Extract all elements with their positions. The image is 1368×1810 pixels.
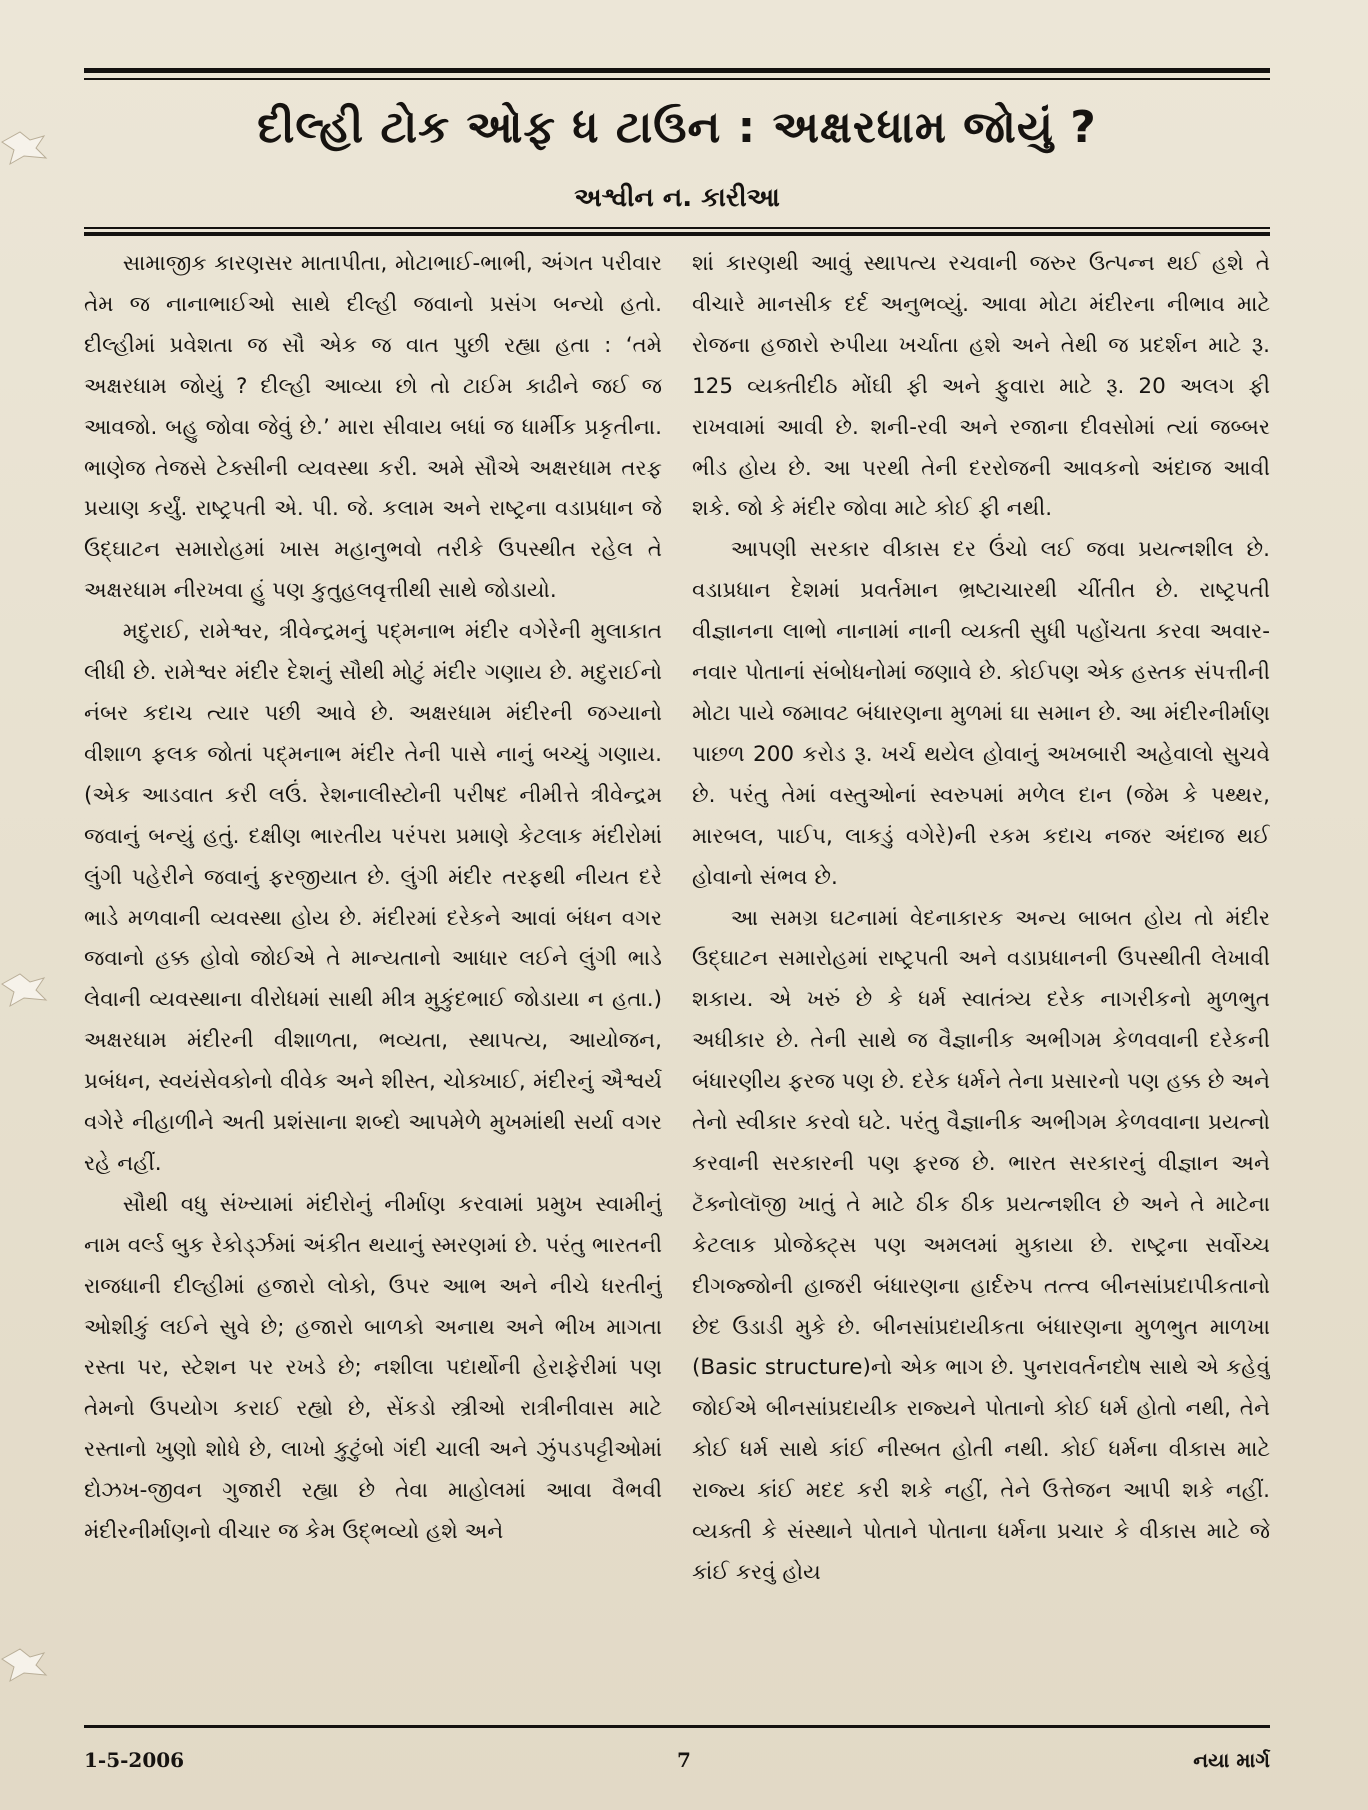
issue-date: 1-5-2006 xyxy=(84,1748,185,1772)
paragraph: સૌથી વધુ સંખ્યામાં મંદીરોનું નીર્માણ કરવામાં પ્રમુખ સ્વામીનું નામ વર્લ્ડ બુક રેકોર્ડ્ઝમાં અંકીત થયાનું સ્મરણમાં છે. પરંતુ ભારતની રાજધાની દીલ્હીમાં હજારો લોકો, ઉપર આભ અને નીચે ધરતીનું ઓશીકું લઈને સુવે છે; હજારો બાળકો અનાથ અને ભીખ માગતા રસ્તા પર, સ્ટેશન પર રખડે છે; નશીલા પદાર્થોની હેરાફેરીમાં પણ તેમનો ઉપયોગ કરાઈ રહ્યો છે, સેંકડો સ્ત્રીઓ રાત્રીનીવાસ માટે રસ્તાનો ખુણો શોધે છે, લાખો કુટુંબો ગંદી ચાલી અને ઝુંપડપટ્ટીઓમાં દોઝખ-જીવન ગુજારી રહ્યા છે તેવા માહોલમાં આવા વૈભવી મંદીરનીર્માણનો વીચાર જ કેમ ઉદ્‌ભવ્યો હશે અને xyxy=(84,1191,662,1545)
byline-rule-thick xyxy=(84,232,1270,236)
header-rule-thick xyxy=(84,68,1270,73)
header-rule-thin xyxy=(84,78,1270,80)
paragraph: મદુરાઈ, રામેશ્વર, ત્રીવેન્દ્રમનું પદ્‌મનાભ મંદીર વગેરેની મુલાકાત લીધી છે. રામેશ્વર મંદીર દેશનું સૌથી મોટું મંદીર ગણાય છે. મદુરાઈનો નંબર કદાચ ત્યાર પછી આવે છે. અક્ષરધામ મંદીરની જગ્યાનો વીશાળ ફલક જોતાં પદ્‌મનાભ મંદીર તેની પાસે નાનું બચ્ચું ગણાય. (એક આડવાત કરી લઉં. રેશનાલીસ્ટોની પરીષદ નીમીત્તે ત્રીવેન્દ્રમ જવાનું બન્યું હતું. દક્ષીણ ભારતીય પરંપરા પ્રમાણે કેટલાક મંદીરોમાં લુંગી પહેરીને જવાનું ફરજીયાત છે. લુંગી મંદીર તરફથી નીયત દરે ભાડે મળવાની વ્યવસ્થા હોય છે. મંદીરમાં દરેકને આવાં બંધન વગર જવાનો હક્ક હોવો જોઈએ તે માન્યતાનો આધાર લઈને લુંગી ભાડે લેવાની વ્યવસ્થાના વીરોધમાં સાથી મીત્ર મુકુંદભાઈ જોડાયા ન હતા.) અક્ષરધામ મંદીરની વીશાળતા, ભવ્યતા, સ્થાપત્ય, આયોજન, પ્રબંધન, સ્વયંસેવકોનો વીવેક અને શીસ્ત, ચોક્ખાઈ, મંદીરનું ઐશ્વર્ય વગેરે નીહાળીને અતી પ્રશંસાના શબ્દો આપમેળે મુખમાંથી સર્યા વગર રહે નહીં. xyxy=(84,619,662,1176)
binder-hole-mark xyxy=(0,1635,60,1695)
paragraph: આ સમગ્ર ઘટનામાં વેદનાકારક અન્ય બાબત હોય તો મંદીર ઉદ્‌ઘાટન સમારોહમાં રાષ્ટ્રપતી અને વડાપ્રધાનની ઉપસ્થીતી લેખાવી શકાય. એ ખરું છે કે ધર્મ સ્વાતંત્ર્ય દરેક નાગરીકનો મુળભુત અધીકાર છે. તેની સાથે જ વૈજ્ઞાનીક અભીગમ કેળવવાની દરેકની બંધારણીય ફરજ પણ છે. દરેક ધર્મને તેના પ્રસારનો પણ હક્ક છે અને તેનો સ્વીકાર કરવો ઘટે. પરંતુ વૈજ્ઞાનીક અભીગમ કેળવવાના પ્રયત્નો કરવાની સરકારની પણ ફરજ છે. ભારત સરકારનું વીજ્ઞાન અને ટૅક્નોલૉજી ખાતું તે માટે ઠીક ઠીક પ્રયત્નશીલ છે અને તે માટેના કેટલાક પ્રોજેક્ટ્સ પણ અમલમાં મુકાયા છે. રાષ્ટ્રના સર્વોચ્ચ દીગજ્જોની હાજરી બંધારણના હાર્દરુપ તત્ત્વ બીનસાંપ્રદાપીકતાનો છેદ ઉડાડી મુકે છે. બીનસાંપ્રદાયીકતા બંધારણના મુળભુત માળખા (Basic structure)નો એક ભાગ છે. પુનરાવર્તનદોષ સાથે એ કહેવું જોઈએ બીનસાંપ્રદાયીક રાજ્યને પોતાનો કોઈ ધર્મ હોતો નથી, તેને કોઈ ધર્મ સાથે કાંઈ નીસ્બત હોતી નથી. કોઈ ધર્મના વીકાસ માટે રાજ્ય કાંઈ મદદ કરી શકે નહીં, તેને ઉત્તેજન આપી શકે નહીં. વ્યક્તી કે સંસ્થાને પોતાને પોતાના ધર્મના પ્રચાર કે વીકાસ માટે જે કાંઈ કરવું હોય xyxy=(692,905,1270,1585)
left-column xyxy=(84,244,662,1710)
article-title: દીલ્હી ટોક ઓફ ધ ટાઉન : અક્ષરધામ જોયું ? xyxy=(257,102,1097,153)
article-author: અશ્વીન ન. કારીઆ xyxy=(574,183,780,213)
paragraph: સામાજીક કારણસર માતાપીતા, મોટાભાઈ-ભાભી, અંગત પરીવાર તેમ જ નાનાભાઈઓ સાથે દીલ્હી જવાનો પ્રસંગ બન્યો હતો. દીલ્હીમાં પ્રવેશતા જ સૌ એક જ વાત પુછી રહ્યા હતા : ‘તમે અક્ષરધામ જોયું ? દીલ્હી આવ્યા છો તો ટાઈમ કાઢીને જઈ જ આવજો. બહુ જોવા જેવું છે.’ મારા સીવાય બધાં જ ધાર્મીક પ્રકૃતીના. ભાણેજ તેજસે ટેક્સીની વ્યવસ્થા કરી. અમે સૌએ અક્ષરધામ તરફ પ્રયાણ કર્યું. રાષ્ટ્રપતી એ. પી. જે. કલામ અને રાષ્ટ્રના વડાપ્રધાન જે ઉદ્‌ઘાટન સમારોહમાં ખાસ મહાનુભવો તરીકે ઉપસ્થીત રહેલ તે અક્ષરધામ નીરખવા હું પણ કુતુહલવૃત્તીથી સાથે જોડાયો. xyxy=(84,251,662,604)
binder-hole-mark xyxy=(0,118,60,178)
publication-name: નયા માર્ગ xyxy=(1193,1748,1270,1772)
byline-rule-thin xyxy=(84,227,1270,229)
right-column xyxy=(692,244,1270,1710)
binder-hole-mark xyxy=(0,960,60,1020)
paragraph: શાં કારણથી આવું સ્થાપત્ય રચવાની જરુર ઉત્પન્ન થઈ હશે તે વીચારે માનસીક દર્દ અનુભવ્યું. આવા મોટા મંદીરના નીભાવ માટે રોજના હજારો રુપીયા ખર્ચાતા હશે અને તેથી જ પ્રદર્શન માટે રૂ. 125 વ્યક્તીદીઠ મોંઘી ફી અને ફુવારા માટે રૂ. 20 અલગ ફી રાખવામાં આવી છે. શની-રવી અને રજાના દીવસોમાં ત્યાં જબ્બર ભીડ હોય છે. આ પરથી તેની દરરોજની આવકનો અંદાજ આવી શકે. જો કે મંદીર જોવા માટે કોઈ ફી નથી. xyxy=(692,251,1270,522)
footer-rule xyxy=(84,1725,1270,1728)
page-number: 7 xyxy=(677,1748,691,1772)
paragraph: આપણી સરકાર વીકાસ દર ઉંચો લઈ જવા પ્રયત્નશીલ છે. વડાપ્રધાન દેશમાં પ્રવર્તમાન ભ્રષ્ટાચારથી ચીંતીત છે. રાષ્ટ્રપતી વીજ્ઞાનના લાભો નાનામાં નાની વ્યક્તી સુધી પહોંચતા કરવા અવાર-નવાર પોતાનાં સંબોધનોમાં જણાવે છે. કોઈપણ એક હસ્તક સંપત્તીની મોટા પાયે જમાવટ બંધારણના મુળમાં ઘા સમાન છે. આ મંદીરનીર્માણ પાછળ 200 કરોડ રૂ. ખર્ચ થયેલ હોવાનું અખબારી અહેવાલો સુચવે છે. પરંતુ તેમાં વસ્તુઓનાં સ્વરુપમાં મળેલ દાન (જેમ કે પથ્થર, મારબલ, પાઈપ, લાકડું વગેરે)ની રકમ કદાચ નજર અંદાજ થઈ હોવાનો સંભવ છે. xyxy=(692,537,1270,890)
